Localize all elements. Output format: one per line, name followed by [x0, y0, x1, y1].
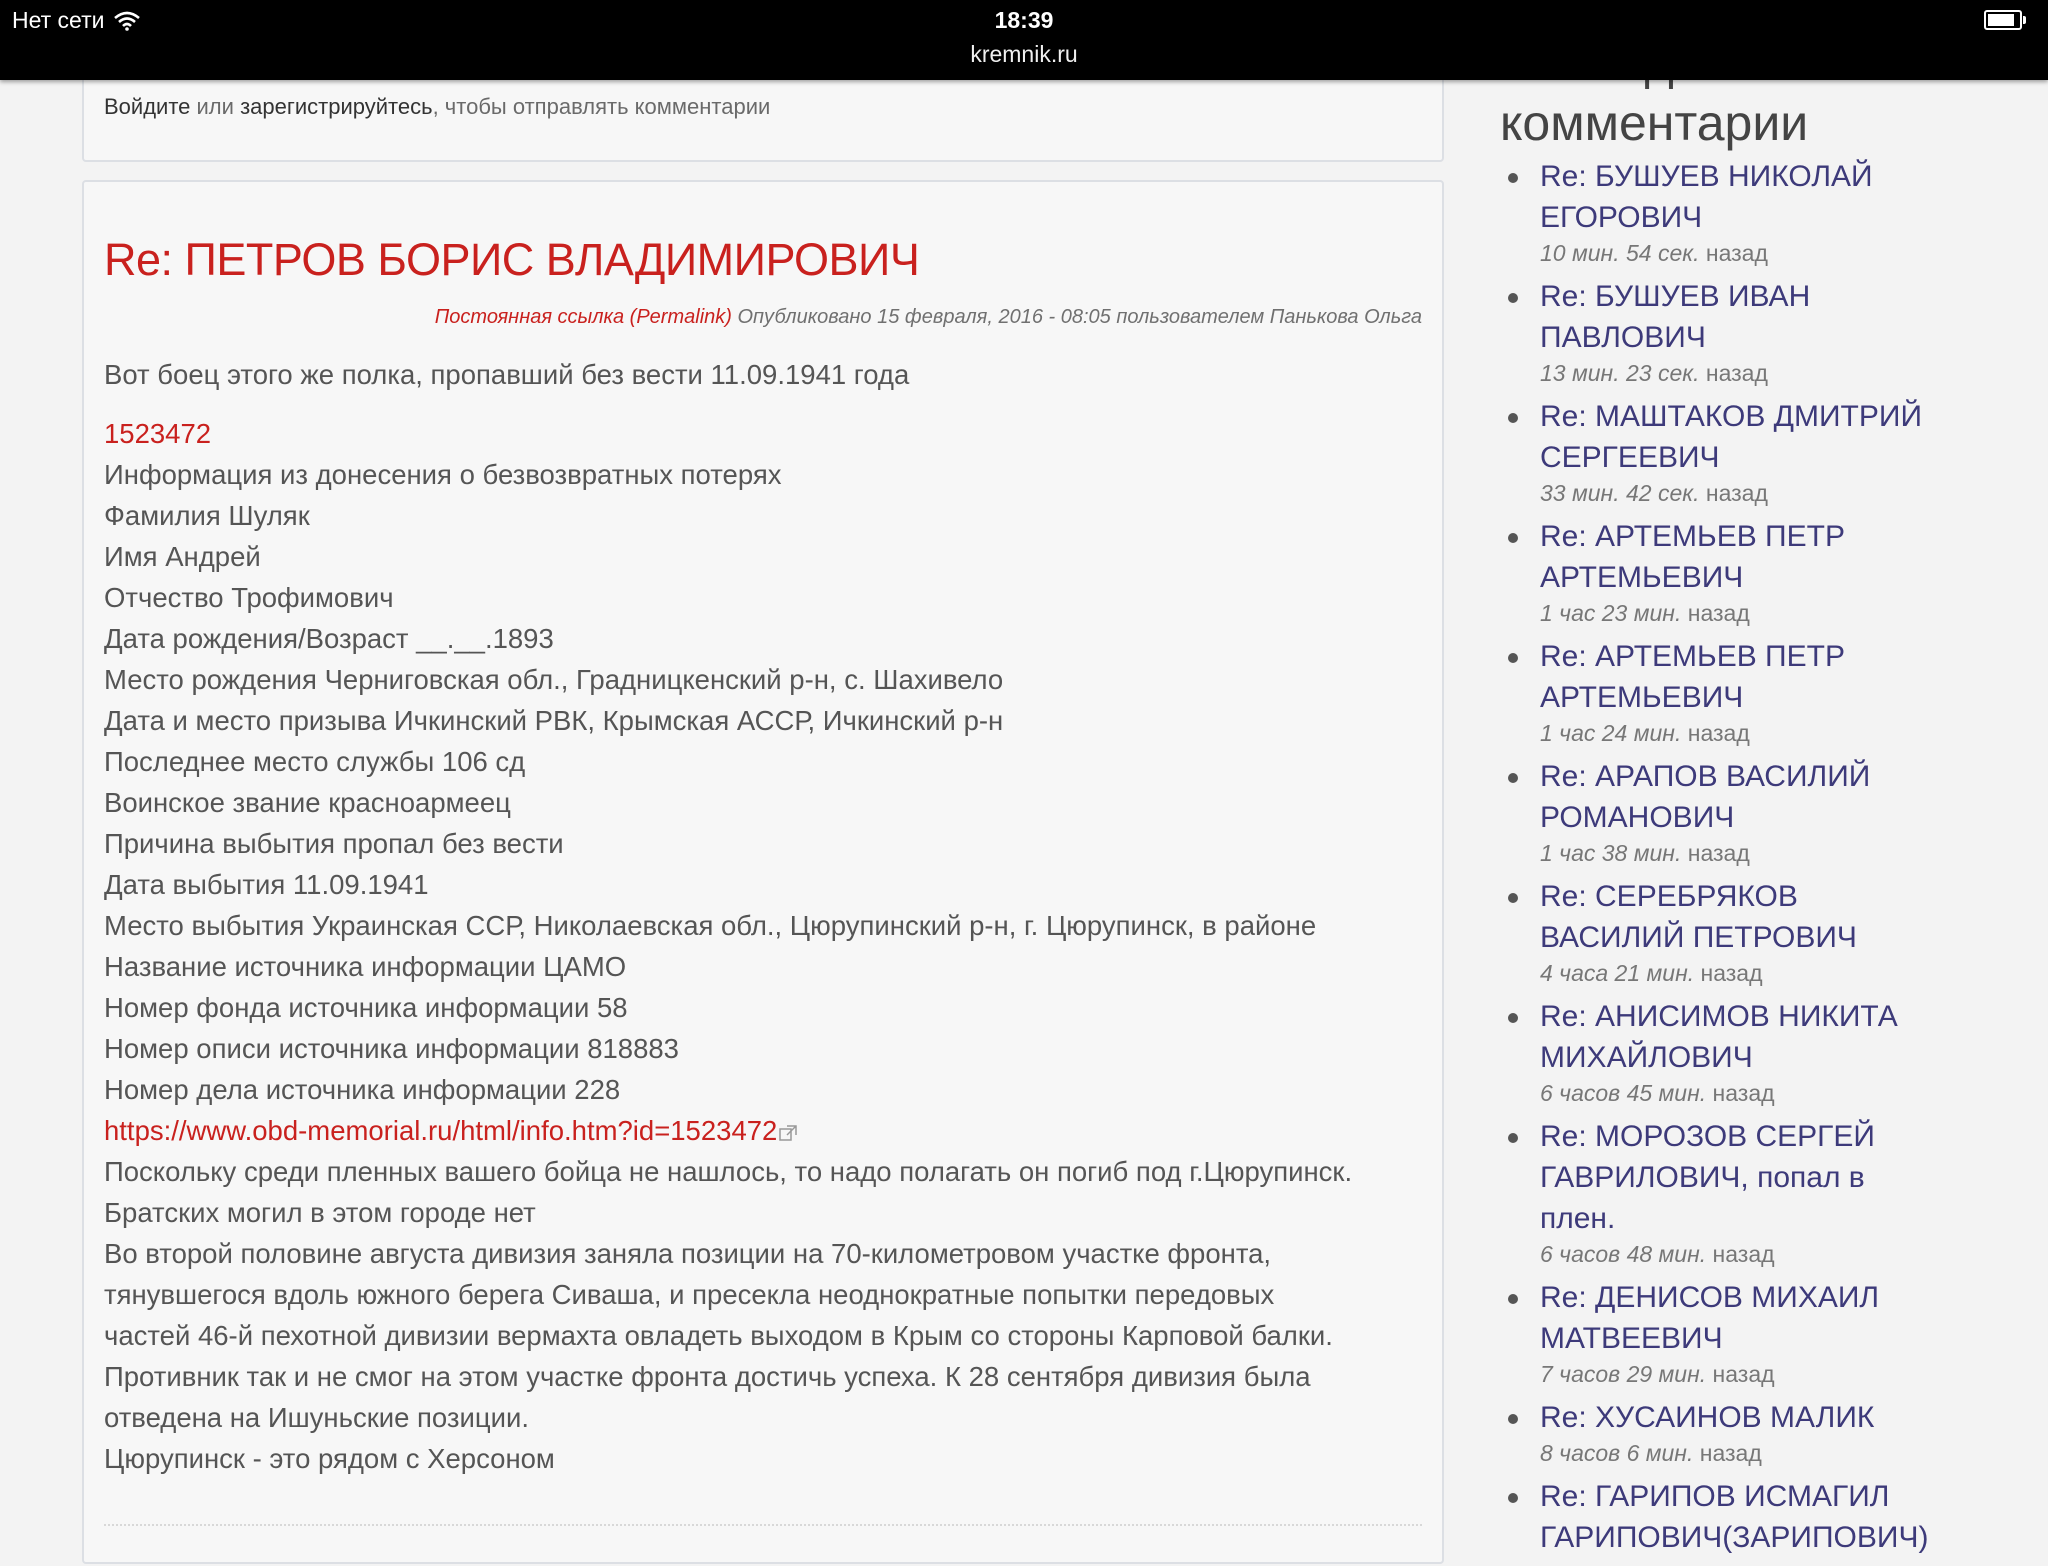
permalink-link[interactable]: Постоянная ссылка (Permalink)	[434, 306, 732, 328]
conclusion-line: Братских могил в этом городе нет	[104, 1197, 536, 1228]
conclusion-line: Поскольку среди пленных вашего бойца не нашлось, то надо полагать он погиб под г.Цюрупинск.	[104, 1156, 1353, 1187]
record-detail-line: Дата и место призыва Ичкинский РВК, Крымская АССР, Ичкинский р-н	[104, 705, 1004, 736]
bullet-icon	[1508, 1294, 1518, 1304]
recent-comment-item	[1500, 756, 1930, 868]
published-info: Опубликовано 15 февраля, 2016 - 08:05 пользователем Панькова Ольга	[737, 306, 1422, 328]
recent-comment-item	[1500, 996, 1930, 1108]
recent-comment-title-line: СЕРГЕЕВИЧ	[1540, 441, 1720, 474]
recent-comment-time	[1540, 599, 1930, 628]
recent-comment-time	[1540, 839, 1930, 868]
conclusion-line: частей 46-й пехотной дивизии вермахта овладеть выходом в Крым со стороны Карповой балки.	[104, 1320, 1333, 1351]
recent-comment-time	[1540, 359, 1930, 388]
conclusion-line: Противник так и не смог на этом участке фронта достичь успеха. К 28 сентября дивизия была	[104, 1361, 1311, 1392]
recent-comment-item	[1500, 876, 1930, 988]
recent-comment-link[interactable]	[1540, 1476, 1930, 1558]
recent-comment-item	[1500, 1277, 1930, 1389]
time-elapsed: 1 час 23 мин.	[1540, 600, 1682, 626]
comment-meta	[435, 306, 1422, 329]
comment-divider	[104, 1524, 1422, 1526]
time-elapsed: 13 мин. 23 сек.	[1540, 360, 1700, 386]
recent-comment-link[interactable]	[1540, 996, 1930, 1078]
recent-comment-time	[1540, 1439, 1930, 1468]
time-elapsed: 4 часа 21 мин.	[1540, 960, 1695, 986]
bullet-icon	[1508, 1414, 1518, 1424]
recent-comment-title-line: плен.	[1540, 1202, 1616, 1235]
recent-comment-item	[1500, 516, 1930, 628]
record-detail-line: Номер описи источника информации 818883	[104, 1033, 679, 1064]
time-ago-label: назад	[1687, 720, 1750, 746]
comment-title[interactable]: Re: ПЕТРОВ БОРИС ВЛАДИМИРОВИЧ	[104, 234, 920, 285]
time-elapsed: 6 часов 48 мин.	[1540, 1241, 1707, 1267]
record-detail-line: Последнее место службы 106 сд	[104, 746, 526, 777]
comment-box	[82, 180, 1444, 1564]
comment-intro: Вот боец этого же полка, пропавший без вести 11.09.1941 года	[104, 359, 910, 390]
bullet-icon	[1508, 173, 1518, 183]
register-link[interactable]: зарегистрируйтесь	[240, 94, 433, 119]
recent-comment-title-line: АРТЕМЬЕВИЧ	[1540, 561, 1744, 594]
recent-comment-title-line: Re: БУШУЕВ НИКОЛАЙ	[1540, 160, 1873, 193]
recent-comment-title-line: Re: АНИСИМОВ НИКИТА	[1540, 1000, 1898, 1033]
recent-comment-time	[1540, 239, 1930, 268]
time-ago-label: назад	[1712, 1361, 1775, 1387]
record-id-link[interactable]: 1523472	[104, 418, 212, 449]
time-elapsed: 33 мин. 42 сек.	[1540, 480, 1700, 506]
recent-comment-time	[1540, 959, 1930, 988]
record-detail-line: Отчество Трофимович	[104, 582, 394, 613]
record-detail-line: Дата рождения/Возраст __.__.1893	[104, 623, 554, 654]
time-elapsed: 6 часов 45 мин.	[1540, 1080, 1707, 1106]
conclusion-line: отведена на Ишуньские позиции.	[104, 1402, 529, 1433]
recent-comment-title-line: ЕГОРОВИЧ	[1540, 201, 1703, 234]
login-suffix-text: , чтобы отправлять комментарии	[432, 94, 771, 119]
time-ago-label: назад	[1712, 1080, 1775, 1106]
recent-comment-title-line: Re: АРТЕМЬЕВ ПЕТР	[1540, 520, 1845, 553]
recent-comment-item	[1500, 1397, 1930, 1468]
recent-comment-title-line: Re: ДЕНИСОВ МИХАИЛ	[1540, 1281, 1880, 1314]
record-detail-line: Причина выбытия пропал без вести	[104, 828, 564, 859]
recent-comment-item	[1500, 1116, 1930, 1269]
sidebar-title-line2: комментарии	[1500, 95, 1809, 151]
login-link[interactable]: Войдите	[104, 94, 191, 119]
bullet-icon	[1508, 653, 1518, 663]
comment-body	[104, 354, 1434, 1479]
recent-comment-link[interactable]	[1540, 1116, 1930, 1239]
time-ago-label: назад	[1700, 960, 1763, 986]
record-details	[104, 454, 1434, 1110]
time-ago-label: назад	[1687, 600, 1750, 626]
time-elapsed: 1 час 24 мин.	[1540, 720, 1682, 746]
address-bar[interactable]: kremnik.ru	[970, 41, 1078, 67]
bullet-icon	[1508, 1133, 1518, 1143]
recent-comment-title-line: Re: МОРОЗОВ СЕРГЕЙ	[1540, 1120, 1875, 1153]
record-detail-line: Название источника информации ЦАМО	[104, 951, 627, 982]
record-detail-line: Информация из донесения о безвозвратных потерях	[104, 459, 782, 490]
recent-comment-title-line: Re: ХУСАИНОВ МАЛИК	[1540, 1401, 1875, 1434]
recent-comment-link[interactable]	[1540, 756, 1930, 838]
login-or-text: или	[196, 94, 234, 119]
time-elapsed: 10 мин. 54 сек.	[1540, 240, 1700, 266]
record-detail-line: Воинское звание красноармеец	[104, 787, 511, 818]
time-elapsed: 7 часов 29 мин.	[1540, 1361, 1707, 1387]
recent-comment-time	[1540, 719, 1930, 748]
bullet-icon	[1508, 1013, 1518, 1023]
recent-comment-title-line: Re: БУШУЕВ ИВАН	[1540, 280, 1811, 313]
status-bar	[0, 0, 2048, 80]
login-prompt	[104, 94, 770, 120]
recent-comment-link[interactable]	[1540, 636, 1930, 718]
recent-comment-link[interactable]	[1540, 516, 1930, 598]
recent-comments-list	[1500, 156, 1930, 1566]
recent-comment-title-line: ГАВРИЛОВИЧ, попал в	[1540, 1161, 1865, 1194]
comment-conclusion	[104, 1151, 1434, 1479]
carrier-label: Нет сети	[12, 7, 105, 33]
bullet-icon	[1508, 293, 1518, 303]
record-detail-line: Номер фонда источника информации 58	[104, 992, 628, 1023]
record-detail-line: Имя Андрей	[104, 541, 261, 572]
record-detail-line: Фамилия Шуляк	[104, 500, 310, 531]
bullet-icon	[1508, 413, 1518, 423]
recent-comment-link[interactable]	[1540, 156, 1930, 238]
recent-comment-title-line: МИХАЙЛОВИЧ	[1540, 1041, 1753, 1074]
bullet-icon	[1508, 1493, 1518, 1503]
recent-comment-title-line: АРТЕМЬЕВИЧ	[1540, 681, 1744, 714]
time-ago-label: назад	[1699, 1440, 1762, 1466]
bullet-icon	[1508, 893, 1518, 903]
recent-comment-item	[1500, 636, 1930, 748]
recent-comment-title-line: МАТВЕЕВИЧ	[1540, 1322, 1723, 1355]
recent-comment-title-line: ВАСИЛИЙ ПЕТРОВИЧ	[1540, 921, 1857, 954]
recent-comment-title-line: РОМАНОВИЧ	[1540, 801, 1735, 834]
recent-comment-title-line: ГАРИПОВИЧ(ЗАРИПОВИЧ)	[1540, 1521, 1929, 1554]
time-ago-label: назад	[1705, 240, 1768, 266]
battery-level	[1988, 14, 2014, 26]
recent-comment-item	[1500, 276, 1930, 388]
recent-comment-time	[1540, 1079, 1930, 1108]
memorial-url-link[interactable]: https://www.obd-memorial.ru/html/info.htm?id=1523472	[104, 1115, 778, 1146]
time-ago-label: назад	[1705, 480, 1768, 506]
conclusion-line: Во второй половине августа дивизия заняла позиции на 70-километровом участке фронта,	[104, 1238, 1272, 1269]
external-link-icon	[779, 1125, 797, 1141]
time-ago-label: назад	[1687, 840, 1750, 866]
recent-comment-link[interactable]	[1540, 1277, 1930, 1359]
recent-comment-item	[1500, 156, 1930, 268]
recent-comment-item	[1500, 396, 1930, 508]
record-detail-line: Номер дела источника информации 228	[104, 1074, 621, 1105]
recent-comment-title-line: Re: МАШТАКОВ ДМИТРИЙ	[1540, 400, 1923, 433]
bullet-icon	[1508, 533, 1518, 543]
conclusion-line: Цюрупинск - это рядом с Херсоном	[104, 1443, 555, 1474]
memorial-url-line	[104, 1110, 1434, 1151]
bullet-icon	[1508, 773, 1518, 783]
recent-comment-item	[1500, 1476, 1930, 1558]
recent-comment-time	[1540, 1240, 1930, 1269]
clock: 18:39	[994, 7, 1054, 33]
recent-comment-link[interactable]	[1540, 876, 1930, 958]
recent-comment-link[interactable]	[1540, 396, 1930, 478]
recent-comment-link[interactable]	[1540, 1397, 1930, 1438]
record-detail-line: Дата выбытия 11.09.1941	[104, 869, 429, 900]
battery-icon	[1984, 10, 2022, 30]
record-detail-line: Место рождения Черниговская обл., Градницкенский р-н, с. Шахивело	[104, 664, 1004, 695]
time-ago-label: назад	[1705, 360, 1768, 386]
recent-comment-title-line: Re: АРАПОВ ВАСИЛИЙ	[1540, 760, 1871, 793]
recent-comment-time	[1540, 479, 1930, 508]
conclusion-line: тянувшегося вдоль южного берега Сиваша, и пресекла неоднократные попытки передовых	[104, 1279, 1275, 1310]
time-ago-label: назад	[1712, 1241, 1775, 1267]
recent-comment-title-line: ПАВЛОВИЧ	[1540, 321, 1706, 354]
recent-comment-title-line: Re: СЕРЕБРЯКОВ	[1540, 880, 1798, 913]
recent-comment-title-line: Re: ГАРИПОВ ИСМАГИЛ	[1540, 1480, 1890, 1513]
recent-comment-title-line: Re: АРТЕМЬЕВ ПЕТР	[1540, 640, 1845, 673]
record-detail-line: Место выбытия Украинская ССР, Николаевская обл., Цюрупинский р-н, г. Цюрупинск, в районе	[104, 910, 1317, 941]
recent-comment-time	[1540, 1360, 1930, 1389]
recent-comment-link[interactable]	[1540, 276, 1930, 358]
time-elapsed: 1 час 38 мин.	[1540, 840, 1682, 866]
time-elapsed: 8 часов 6 мин.	[1540, 1440, 1694, 1466]
